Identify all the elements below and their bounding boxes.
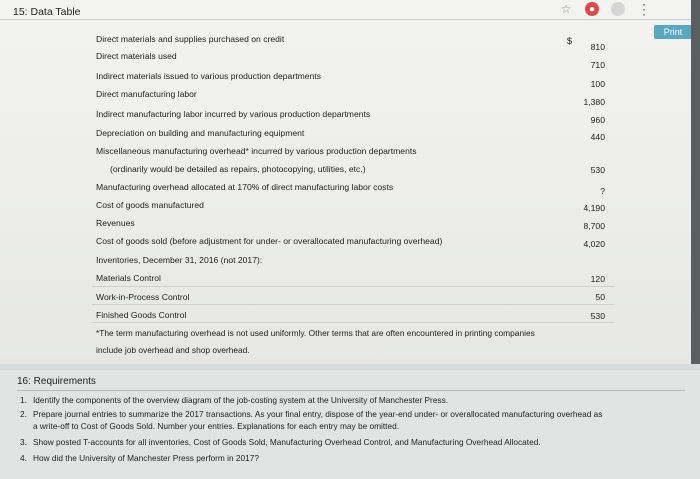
table-row-label: Indirect manufacturing labor incurred by various production departments	[96, 109, 371, 119]
table-row-value: 1,380	[583, 97, 605, 107]
table-row-value: 100	[590, 79, 605, 89]
requirement-text: Prepare journal entries to summarize the 2017 transactions. As your final entry, dispose of the year-end under- or overallocated manufacturing overhead as	[33, 409, 603, 419]
window-titlebar	[0, 0, 691, 20]
requirement-number: 2.	[20, 409, 27, 419]
table-row-value: 8,700	[583, 221, 605, 231]
window-edge	[691, 0, 700, 364]
star-icon[interactable]: ☆	[560, 2, 572, 16]
table-row-label: (ordinarily would be detailed as repairs, photocopying, utilities, etc.)	[110, 164, 366, 174]
requirements-title: 16: Requirements	[17, 376, 96, 387]
table-row-label: Depreciation on building and manufacturing equipment	[96, 128, 305, 138]
table-row-label: Direct materials and supplies purchased on credit	[96, 34, 285, 44]
row-separator	[92, 322, 614, 323]
requirement-text: Show posted T-accounts for all inventories, Cost of Goods Sold, Manufacturing Overhead Control, and Manufacturing Overhead Allocated.	[33, 437, 541, 447]
table-row-value: 4,020	[583, 239, 605, 249]
footnote-line-2: include job overhead and shop overhead.	[96, 345, 250, 355]
table-row-value: 530	[590, 165, 605, 175]
requirement-number: 3.	[20, 437, 27, 447]
currency-symbol: $	[567, 36, 573, 46]
table-row-label: Finished Goods Control	[96, 310, 187, 320]
table-row-label: Cost of goods sold (before adjustment for under- or overallocated manufacturing overhead)	[96, 236, 443, 246]
table-row-label: Cost of goods manufactured	[96, 200, 204, 210]
requirement-number: 4.	[20, 453, 27, 463]
table-row-label: Direct materials used	[96, 51, 177, 61]
table-row-label: Miscellaneous manufacturing overhead* incurred by various production departments	[96, 146, 417, 156]
requirements-panel	[0, 370, 700, 479]
table-row-label: Manufacturing overhead allocated at 170% of direct manufacturing labor costs	[96, 182, 394, 192]
table-row-label: Revenues	[96, 218, 135, 228]
print-button[interactable]: Print	[654, 25, 692, 39]
requirement-text: How did the University of Manchester Press perform in 2017?	[33, 453, 259, 463]
extension-gray-icon[interactable]	[611, 2, 625, 16]
requirement-text: a write-off to Cost of Goods Sold. Number your entries. Explanations for each entry may be omitted.	[33, 421, 400, 431]
table-row-value: 4,190	[583, 203, 605, 213]
more-menu-icon[interactable]: ⋮	[637, 0, 651, 17]
row-separator	[92, 286, 614, 287]
table-row-label: Materials Control	[96, 273, 161, 283]
footnote-line-1: *The term manufacturing overhead is not used uniformly. Other terms that are often encountered in printing companies	[96, 328, 535, 338]
row-separator	[92, 304, 614, 305]
requirement-number: 1.	[20, 395, 27, 405]
table-row-label: Indirect materials issued to various production departments	[96, 71, 321, 81]
table-row-value: 440	[590, 132, 605, 142]
table-row-label: Inventories, December 31, 2016 (not 2017):	[96, 255, 263, 265]
table-row-value: 710	[590, 60, 605, 70]
table-row-value: 960	[590, 115, 605, 125]
requirements-divider	[17, 390, 685, 391]
requirement-text: Identify the components of the overview diagram of the job-costing system at the University of Manchester Press.	[33, 395, 449, 405]
table-row-label: Work-in-Process Control	[96, 292, 190, 302]
table-row-value: ?	[600, 186, 605, 196]
window-title: 15: Data Table	[13, 6, 81, 18]
table-row-value: 530	[590, 311, 605, 321]
table-row-label: Direct manufacturing labor	[96, 89, 197, 99]
table-row-value: 50	[595, 292, 605, 302]
table-row-value: 120	[590, 274, 605, 284]
extension-red-icon[interactable]: ●	[585, 2, 599, 16]
table-row-value: 810	[590, 42, 605, 52]
browser-extension-icons	[559, 2, 651, 16]
